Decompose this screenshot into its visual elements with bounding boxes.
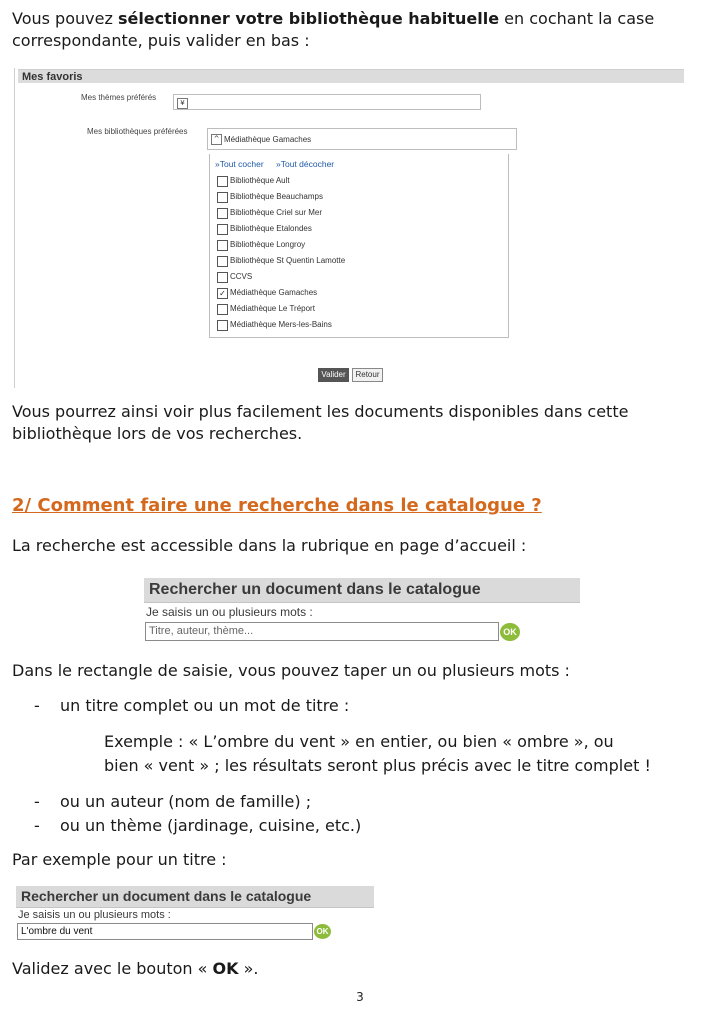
- favorites-panel: [14, 68, 685, 388]
- checkbox[interactable]: [217, 176, 228, 187]
- checkbox[interactable]: [217, 272, 228, 283]
- ok-button[interactable]: OK: [500, 623, 520, 641]
- library-option-label: Bibliothèque Ault: [230, 176, 290, 185]
- paragraph-access: La recherche est accessible dans la rubrique en page d’accueil :: [12, 536, 527, 555]
- library-option-label: Bibliothèque Longroy: [230, 240, 306, 249]
- library-option-label: Bibliothèque Beauchamps: [230, 192, 323, 201]
- intro-text: Vous pouvez: [12, 9, 118, 28]
- libraries-selected-value: Médiathèque Gamaches: [224, 135, 312, 144]
- checkbox-checked[interactable]: ✓: [217, 288, 228, 299]
- validate-text: Validez avec le bouton «: [12, 959, 213, 978]
- paragraph-documents: Vous pourrez ainsi voir plus facilement les documents disponibles dans cette bibliothèque lors de vos recherches.: [12, 402, 629, 443]
- search-widget-label: Je saisis un ou plusieurs mots :: [146, 605, 313, 619]
- paragraph-input: Dans le rectangle de saisie, vous pouvez taper un ou plusieurs mots :: [12, 661, 570, 680]
- search-widget-title: Rechercher un document dans le catalogue: [144, 578, 580, 603]
- check-all-link[interactable]: »Tout cocher: [215, 159, 264, 169]
- bullet-author: ou un auteur (nom de famille) ;: [60, 792, 312, 811]
- checkbox[interactable]: [217, 304, 228, 315]
- library-option-label: Médiathèque Mers-les-Bains: [230, 320, 332, 329]
- library-option-label: Bibliothèque Etalondes: [230, 224, 312, 233]
- validate-text-end: ».: [238, 959, 259, 978]
- bullet-dash: -: [34, 792, 40, 811]
- retour-button[interactable]: Retour: [352, 368, 383, 382]
- bullet-theme: ou un thème (jardinage, cuisine, etc.): [60, 816, 362, 835]
- example-line-1: Exemple : « L’ombre du vent » en entier, ou bien « ombre », ou: [104, 732, 614, 751]
- libraries-label: Mes bibliothèques préférées: [87, 127, 188, 136]
- intro-paragraph: [12, 8, 702, 52]
- intro-bold: sélectionner votre bibliothèque habituelle: [117, 9, 500, 28]
- themes-label: Mes thèmes préférés: [81, 93, 157, 102]
- checkbox[interactable]: [217, 208, 228, 219]
- page-number: 3: [356, 990, 364, 1004]
- themes-select[interactable]: [173, 94, 481, 110]
- search-widget-example: [144, 578, 580, 644]
- search-widget-title: Rechercher un document dans le catalogue: [16, 886, 374, 908]
- library-option-label: Bibliothèque St Quentin Lamotte: [230, 256, 346, 265]
- search-widget-filled: [16, 886, 374, 944]
- library-option-label: CCVS: [230, 272, 253, 281]
- bullet-title: un titre complet ou un mot de titre :: [60, 696, 350, 715]
- checkbox[interactable]: [217, 240, 228, 251]
- validate-bold: OK: [212, 959, 239, 978]
- bullet-dash: -: [34, 816, 40, 835]
- library-option-label: Médiathèque Le Tréport: [230, 304, 315, 313]
- valider-button[interactable]: Valider: [318, 368, 349, 382]
- ok-button[interactable]: OK: [314, 924, 331, 939]
- checkbox[interactable]: [217, 256, 228, 267]
- example-line-2: bien « vent » ; les résultats seront plus précis avec le titre complet !: [104, 756, 651, 775]
- intro-text-end: en cochant la case correspondante, puis valider en bas :: [12, 9, 655, 50]
- paragraph-validate: [12, 958, 702, 980]
- section-heading: 2/ Comment faire une recherche dans le catalogue ?: [12, 495, 542, 516]
- bullet-dash: -: [34, 696, 40, 715]
- expand-icon[interactable]: ¥: [177, 98, 188, 109]
- search-widget-label: Je saisis un ou plusieurs mots :: [18, 909, 171, 921]
- checkbox[interactable]: [217, 320, 228, 331]
- checkbox[interactable]: [217, 192, 228, 203]
- favorites-header: Mes favoris: [18, 69, 684, 83]
- search-input[interactable]: Titre, auteur, thème...: [145, 622, 499, 641]
- library-option-label: Bibliothèque Criel sur Mer: [230, 208, 323, 217]
- paragraph-example: Par exemple pour un titre :: [12, 850, 227, 869]
- libraries-select[interactable]: [207, 128, 517, 150]
- libraries-listbox: [209, 154, 509, 338]
- library-option-label: Médiathèque Gamaches: [230, 288, 318, 297]
- uncheck-all-link[interactable]: »Tout décocher: [276, 159, 335, 169]
- search-input-filled[interactable]: L'ombre du vent: [17, 923, 313, 940]
- checkbox[interactable]: [217, 224, 228, 235]
- collapse-icon[interactable]: ^: [211, 134, 222, 145]
